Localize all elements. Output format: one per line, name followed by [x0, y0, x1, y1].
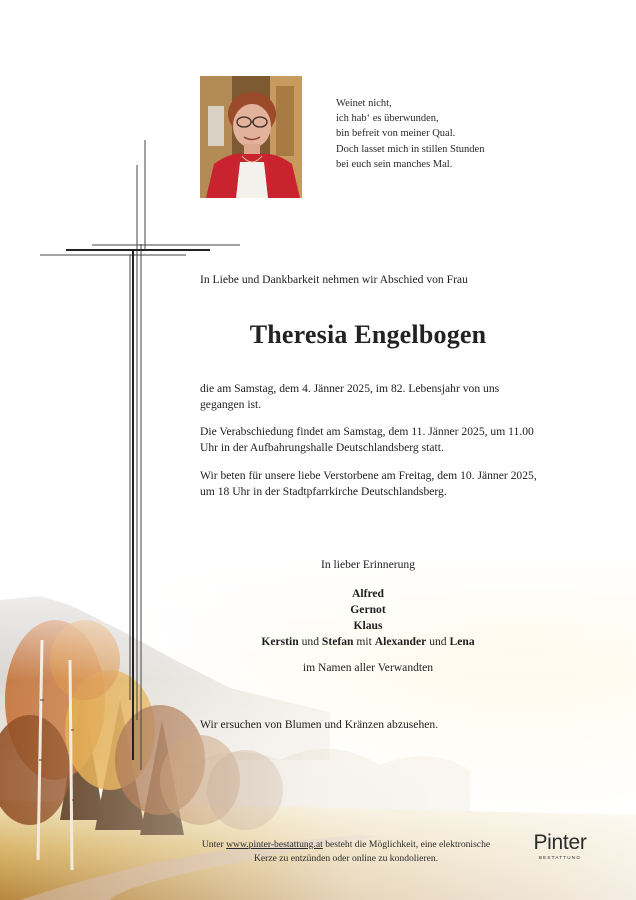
website-link[interactable]: www.pinter-bestattung.at	[226, 839, 323, 850]
poem	[336, 96, 484, 172]
poem-line: bei euch sein manches Mal.	[336, 158, 453, 170]
mourner-name: Kerstin	[261, 635, 299, 648]
portrait-photo	[200, 76, 302, 198]
logo-subtitle: BESTATTUNG	[538, 855, 582, 860]
poem-line: Weinet nicht,	[336, 98, 392, 109]
footer-prefix: Unter	[201, 839, 224, 850]
death-info: die am Samstag, dem 4. Jänner 2025, im 82. Lebensjahr von uns gegangen ist.	[200, 382, 500, 411]
deceased-name: Theresia Engelbogen	[249, 320, 487, 349]
poem-line: bin befreit von meiner Qual.	[336, 128, 456, 140]
joiner-text: und	[301, 635, 320, 648]
memory-heading: In lieber Erinnerung	[320, 558, 415, 571]
mourner-name: Alfred	[352, 587, 384, 600]
mourner-name: Gernot	[350, 603, 386, 616]
poem-line: Doch lasset mich in stillen Stunden	[336, 143, 485, 155]
flowers-request: Wir ersuchen von Blumen und Kränzen abzusehen.	[200, 718, 439, 731]
mourner-name: Lena	[449, 635, 475, 648]
footer-suffix: besteht die Möglichkeit, eine elektronische Kerze zu entzünden oder online zu kondolieren.	[253, 839, 491, 864]
joiner-text: und	[429, 635, 447, 648]
intro-line: In Liebe und Dankbarkeit nehmen wir Abschied von Frau	[200, 273, 468, 286]
farewell-info: Die Verabschiedung findet am Samstag, dem 11. Jänner 2025, um 11.00 Uhr in der Aufbahrungshalle Deutschlandsberg statt.	[200, 425, 534, 454]
relatives-line: im Namen aller Verwandten	[302, 661, 434, 674]
mourner-name: Klaus	[353, 619, 383, 632]
poem-line: ich hab‘ es überwunden,	[336, 113, 439, 125]
joiner-text: mit	[356, 635, 372, 648]
footer-note	[196, 838, 496, 866]
prayer-info: Wir beten für unsere liebe Verstorbene am Freitag, dem 10. Jänner 2025, um 18 Uhr in der Stadtpfarrkirche Deutschlandsberg.	[200, 469, 537, 498]
family-line	[200, 634, 536, 650]
mourner-name: Stefan	[321, 635, 354, 648]
pinter-logo	[524, 832, 596, 860]
logo-word: Pinter	[533, 831, 587, 854]
mourner-name: Alexander	[374, 635, 427, 648]
